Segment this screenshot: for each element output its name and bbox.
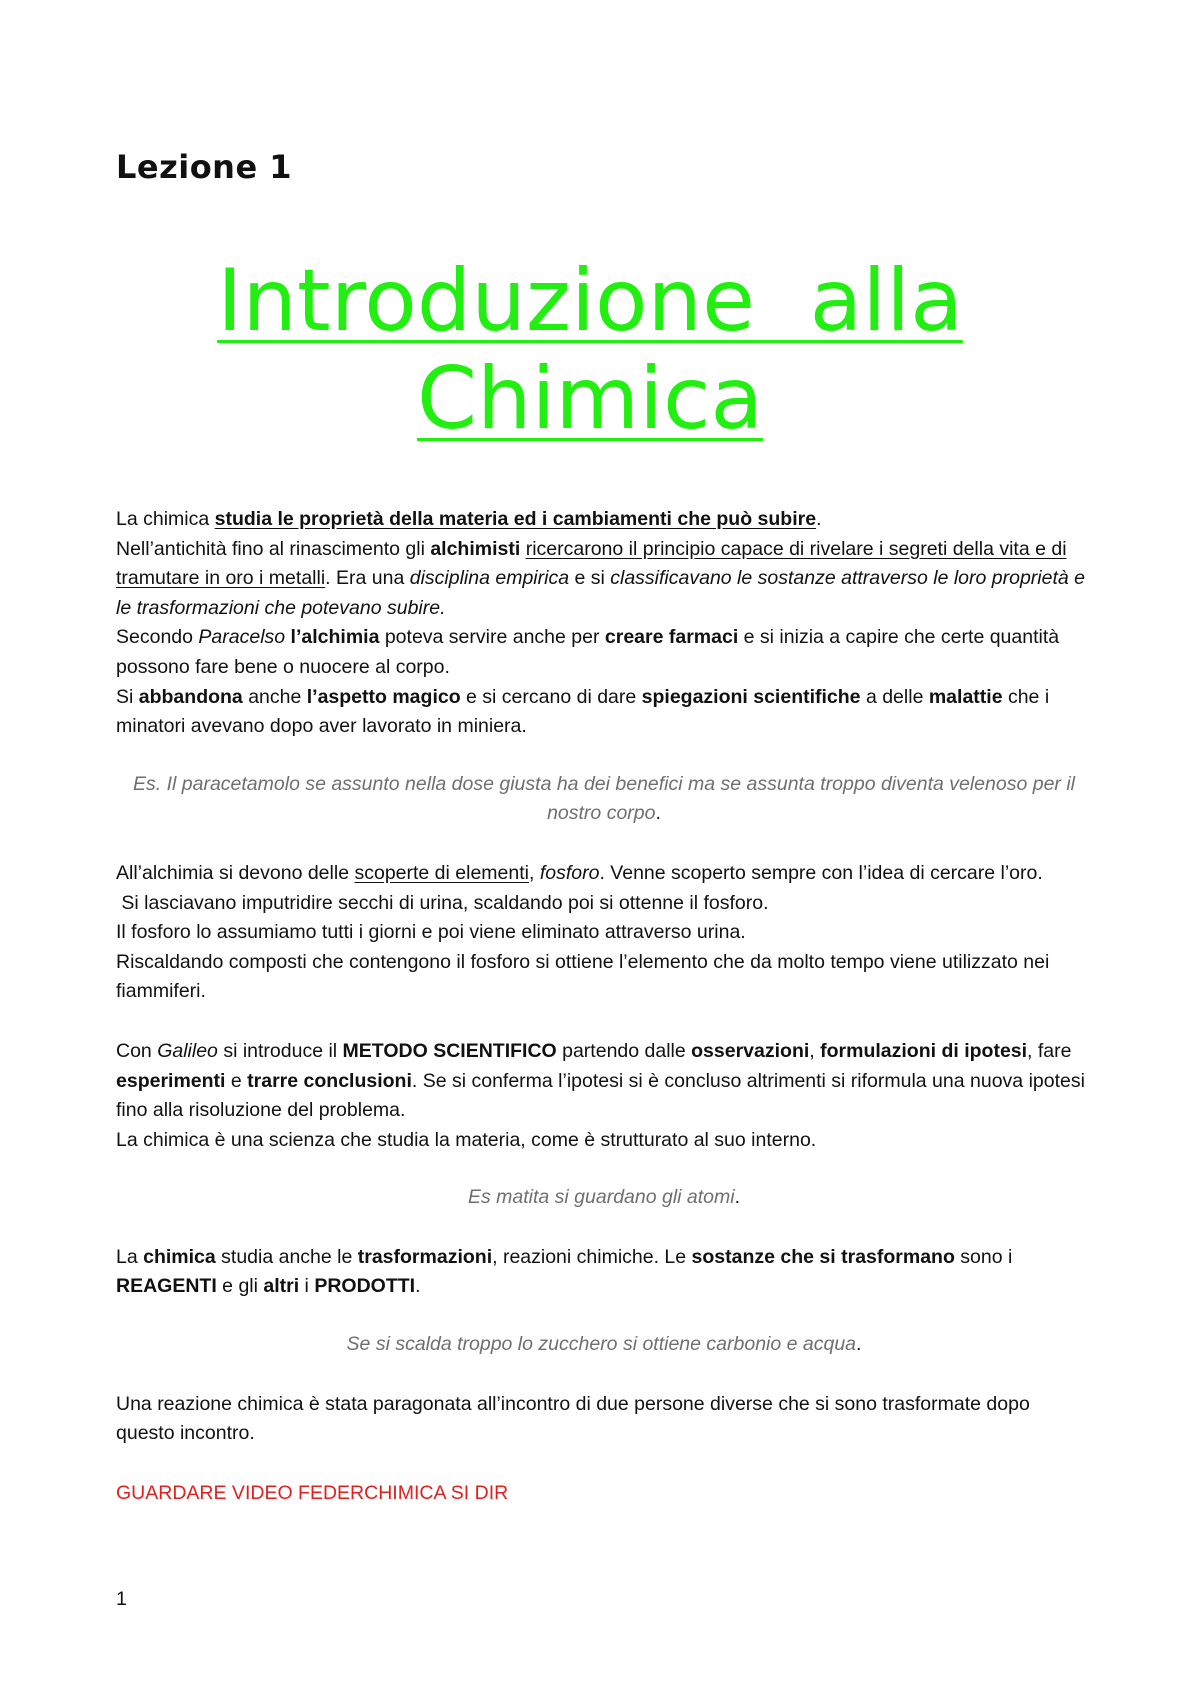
spacer <box>116 742 1092 770</box>
text-run: La chimica <box>116 508 215 530</box>
text-run-bold: trasformazioni <box>357 1245 493 1268</box>
text-run: anche <box>242 685 307 708</box>
text-run: , fare <box>1027 1039 1072 1062</box>
text-run: . <box>734 1186 741 1209</box>
text-run-bold: creare farmaci <box>604 626 739 649</box>
text-run: . <box>415 1275 421 1298</box>
text-run: poteva servire anche per <box>379 626 605 649</box>
text-run: si introduce il <box>217 1039 343 1062</box>
text-run: a delle <box>860 685 929 708</box>
page-title-line-1: Introduzione alla <box>217 251 963 351</box>
page-title <box>116 252 1064 448</box>
text-run: sono i <box>954 1245 1013 1268</box>
text-run: . Se si conferma l’ipotesi si è concluso altrimenti si riformula una nuova ipotesi fino alla risoluzione del problema. <box>116 1069 1085 1122</box>
paragraph-alchemy <box>116 535 1092 742</box>
text-run-emphasis: studia le proprietà della materia ed i cambiamenti che può subire <box>214 508 817 530</box>
spacer <box>116 829 1092 859</box>
text-run: . <box>816 508 822 530</box>
text-run: . Venne scoperto sempre con l’idea di cercare l’oro. <box>599 861 1043 884</box>
spacer <box>116 1007 1092 1037</box>
text-run-bold: l’alchimia <box>290 626 380 649</box>
text-run: Il fosforo lo assumiamo tutti i giorni e poi viene eliminato attraverso urina. <box>116 921 746 944</box>
text-run-italic: Es. Il paracetamolo se assunto nella dose giusta ha dei benefici ma se assunta troppo diventa velenoso per il nostro corpo <box>133 772 1075 825</box>
text-run-bold: PRODOTTI <box>314 1275 416 1298</box>
text-run: . <box>655 802 661 825</box>
text-run: . <box>856 1333 862 1356</box>
text-run-underlined: scoperte di elementi <box>354 861 529 884</box>
text-run: e <box>225 1069 248 1092</box>
example-paracetamol <box>116 770 1092 829</box>
text-run-bold: chimica <box>143 1245 216 1268</box>
text-run: e si <box>569 567 611 590</box>
paragraph-scientific-method <box>116 1037 1092 1155</box>
text-run-bold: malattie <box>928 685 1003 708</box>
text-run-bold: alchimisti <box>430 537 521 560</box>
text-run-italic: Se si scalda troppo lo zucchero si ottiene carbonio e acqua <box>346 1333 857 1356</box>
text-run-italic: fosforo <box>539 861 600 884</box>
text-run: i <box>299 1275 315 1298</box>
document-body <box>116 505 1092 1508</box>
spacer <box>116 1155 1092 1183</box>
spacer <box>116 1213 1092 1243</box>
example-sugar <box>116 1330 1092 1360</box>
spacer <box>116 1360 1092 1390</box>
text-run: e si cercano di dare <box>460 685 642 708</box>
text-run-bold: METODO SCIENTIFICO <box>342 1039 557 1062</box>
lesson-label: Lezione 1 <box>116 148 293 186</box>
text-run-bold: spiegazioni scientifiche <box>641 685 861 708</box>
text-run-bold: esperimenti <box>116 1069 226 1092</box>
text-run-bold: formulazioni di ipotesi <box>820 1039 1028 1062</box>
text-run-bold: l’aspetto magico <box>306 685 461 708</box>
example-pencil <box>116 1183 1092 1213</box>
spacer <box>116 1302 1092 1330</box>
page-title-line-2: Chimica <box>416 349 764 449</box>
text-run: e si inizia a capire che certe quantità possono fare bene o nuocere al corpo. <box>116 626 1060 678</box>
text-run: , <box>809 1039 821 1062</box>
text-run: , <box>528 861 540 884</box>
text-run-italic: classificavano le sostanze attraverso le loro proprietà e le trasformazioni che potevano subire. <box>116 567 1085 619</box>
video-note: GUARDARE VIDEO FEDERCHIMICA SI DIR <box>116 1481 509 1504</box>
text-run-bold: osservazioni <box>691 1039 810 1062</box>
text-run-bold: altri <box>263 1275 300 1298</box>
text-run-bold: abbandona <box>138 685 243 708</box>
text-run: La chimica è una scienza che studia la materia, come è strutturato al suo interno. <box>116 1128 817 1151</box>
page-number: 1 <box>116 1588 127 1610</box>
paragraph-reaction-metaphor <box>116 1390 1092 1449</box>
text-run-underlined: ricercarono il principio capace di rivelare i segreti della vita e di tramutare in oro i metalli <box>116 537 1067 590</box>
paragraph-phosphorus <box>116 859 1092 1007</box>
text-run: . Era una <box>325 567 410 590</box>
spacer <box>116 1449 1092 1479</box>
text-run: partendo dalle <box>556 1039 692 1062</box>
paragraph-transformations <box>116 1243 1092 1302</box>
text-run: Si <box>116 685 139 708</box>
text-run: Con <box>116 1039 158 1062</box>
text-run: La <box>116 1245 144 1268</box>
text-run-bold: trarre conclusioni <box>247 1069 412 1092</box>
text-run: Nell’antichità fino al rinascimento gli <box>116 537 431 560</box>
text-run: Secondo <box>116 626 199 649</box>
text-run: studia anche le <box>215 1245 358 1268</box>
text-run-italic: Paracelso <box>198 626 286 649</box>
text-run: che i minatori avevano dopo aver lavorato in miniera. <box>116 685 1050 738</box>
text-run-italic: disciplina empirica <box>409 567 570 590</box>
text-run-bold: REAGENTI <box>116 1275 217 1298</box>
text-run-bold: sostanze che si trasformano <box>691 1245 955 1268</box>
text-run-italic: Galileo <box>157 1039 218 1062</box>
text-run: All’alchimia si devono delle <box>116 861 355 884</box>
text-run-italic: Es matita si guardano gli atomi <box>467 1186 735 1209</box>
text-run: Si lasciavano imputridire secchi di urina, scaldando poi si ottenne il fosforo. <box>116 891 769 914</box>
text-run: Una reazione chimica è stata paragonata all’incontro di due persone diverse che si sono trasformate dopo questo incontro. <box>116 1392 1030 1445</box>
text-run: e gli <box>216 1275 264 1298</box>
text-run: , reazioni chimiche. Le <box>492 1245 692 1268</box>
paragraph-definition <box>116 505 1092 535</box>
text-run: Riscaldando composti che contengono il fosforo si ottiene l’elemento che da molto tempo viene utilizzato nei fiammiferi. <box>116 950 1050 1003</box>
